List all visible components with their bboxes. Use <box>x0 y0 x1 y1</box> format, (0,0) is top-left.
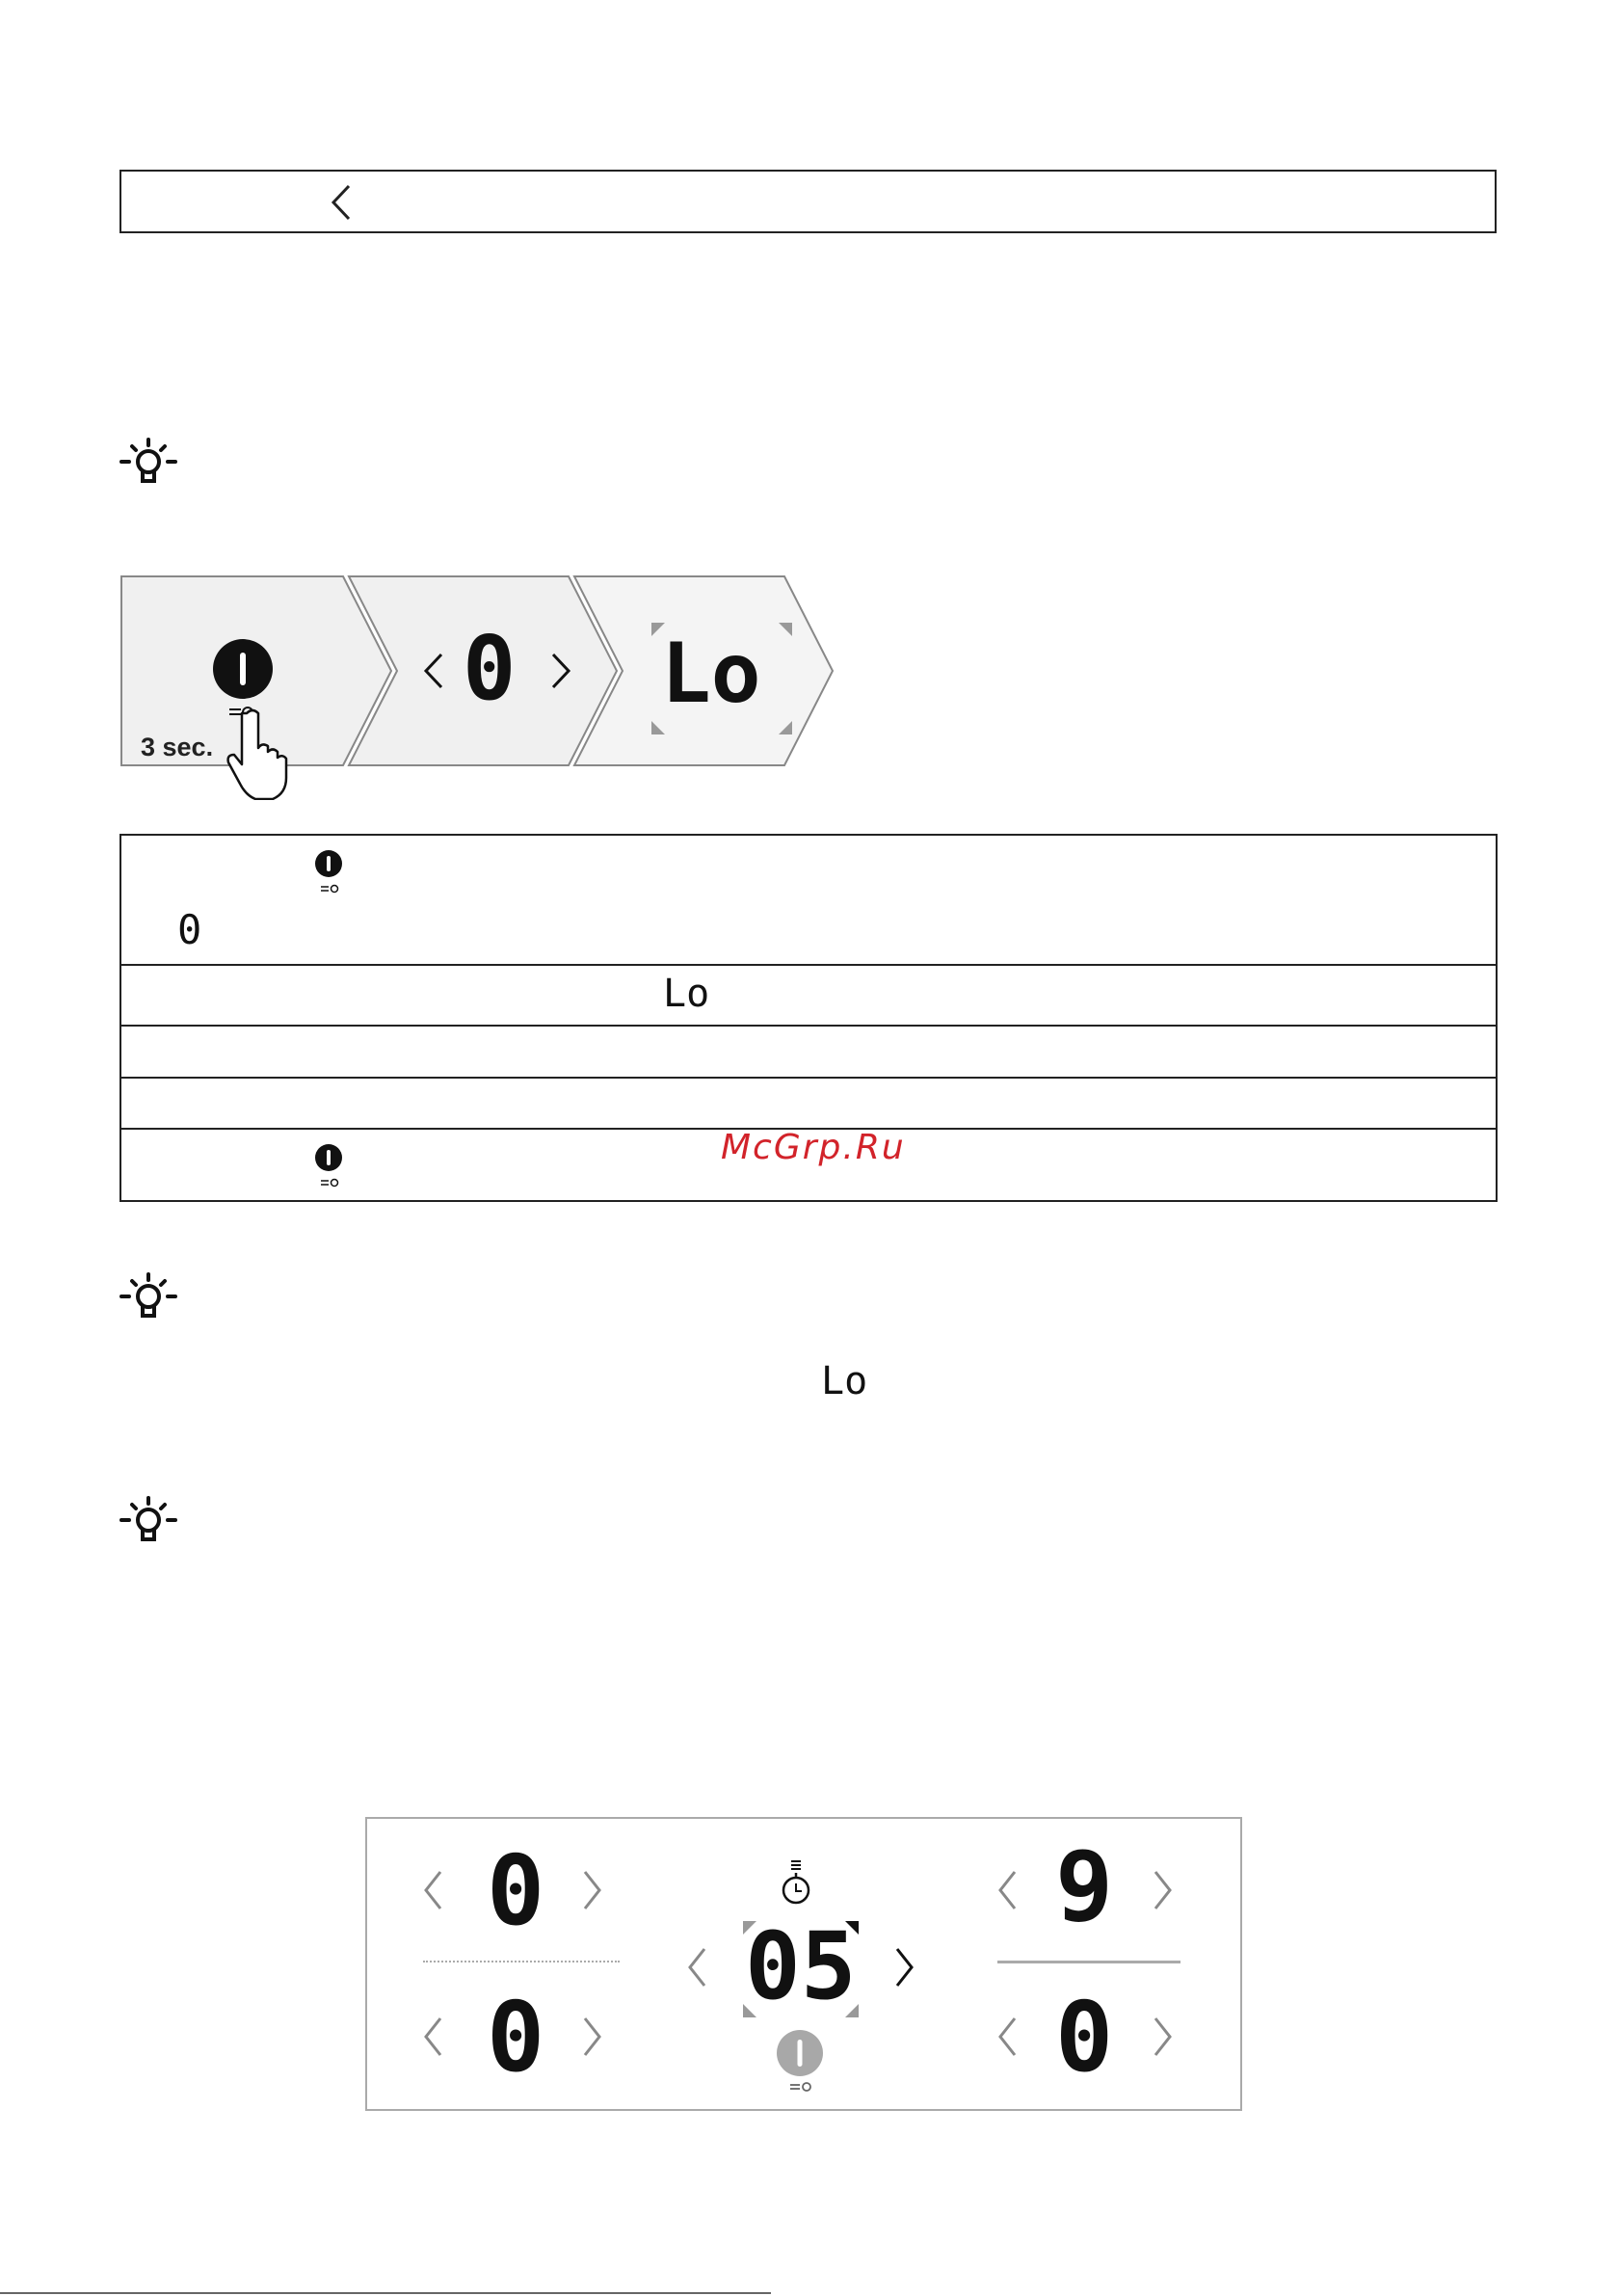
step-display-lo: Lo <box>661 626 761 722</box>
chevron-right-icon <box>549 652 574 690</box>
chevron-left-icon <box>995 1869 1019 1911</box>
footer-rule <box>0 2292 771 2294</box>
table-row <box>121 964 1496 1027</box>
chevron-left-icon <box>421 1869 444 1911</box>
zone-right-bottom-level: 0 <box>1055 1981 1114 2094</box>
timer-icon <box>780 1859 812 1908</box>
key-lock-icon <box>320 884 341 894</box>
zone-left-bottom-level: 0 <box>487 1981 545 2094</box>
timer-minutes: 05 <box>745 1912 857 2020</box>
key-lock-icon <box>789 2081 814 2093</box>
step-display-value: 0 <box>463 617 517 720</box>
chevron-right-icon <box>893 1946 916 1989</box>
chevron-right-icon <box>581 1869 604 1911</box>
power-button-icon <box>314 1143 343 1172</box>
control-panel-illustration <box>365 1817 1242 2111</box>
chevron-left-icon[interactable] <box>328 183 357 222</box>
key-lock-icon <box>320 1178 341 1188</box>
table-display-value: 0 <box>177 906 202 953</box>
tip-display-lo: Lo <box>821 1359 868 1403</box>
zone-divider-dotted <box>423 1961 620 1962</box>
zone-divider-solid <box>997 1961 1180 1963</box>
chevron-left-icon <box>420 652 445 690</box>
table-display-lo: Lo <box>663 972 710 1016</box>
chevron-left-icon <box>421 2016 444 2058</box>
chevron-right-icon <box>581 2016 604 2058</box>
zone-right-top-level: 9 <box>1055 1830 1114 1943</box>
table-row <box>121 836 1496 966</box>
lightbulb-tip-icon <box>118 436 179 497</box>
zone-left-top-level: 0 <box>487 1834 545 1947</box>
watermark: McGrp.Ru <box>721 1128 906 1167</box>
table-row <box>121 1027 1496 1079</box>
chevron-left-icon <box>995 2016 1019 2058</box>
chevron-right-icon <box>1152 2016 1175 2058</box>
chevron-left-icon <box>685 1946 708 1989</box>
hand-press-icon <box>224 704 301 800</box>
hold-duration-label: 3 sec. <box>141 733 214 761</box>
table-row <box>121 1079 1496 1130</box>
lightbulb-tip-icon <box>118 1270 179 1332</box>
power-button-icon <box>212 638 274 700</box>
header-box <box>119 170 1497 233</box>
lightbulb-tip-icon <box>118 1494 179 1556</box>
power-button-icon <box>776 2029 824 2077</box>
chevron-right-icon <box>1152 1869 1175 1911</box>
activation-steps-illustration <box>119 569 842 800</box>
power-button-icon <box>314 849 343 878</box>
